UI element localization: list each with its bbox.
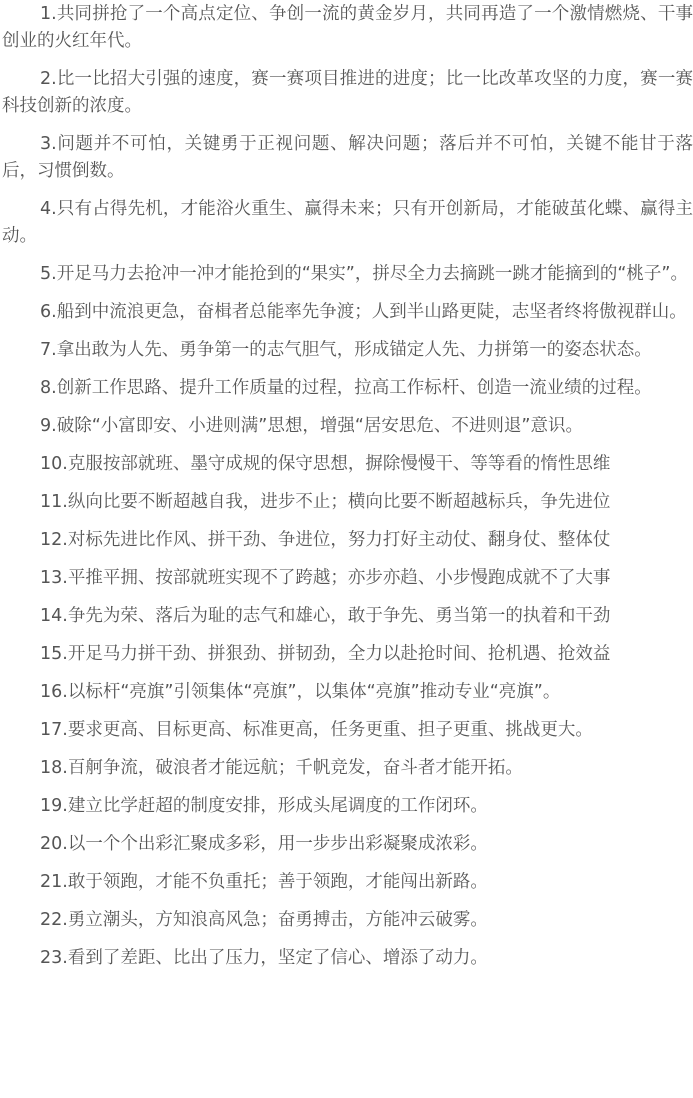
paragraph-22: 22.勇立潮头，方知浪高风急；奋勇搏击，方能冲云破雾。 (40, 910, 488, 930)
document-body (0, 1, 693, 972)
paragraph-12: 12.对标先进比作风、拼干劲、争进位，努力打好主动仗、翻身仗、整体仗 (40, 530, 611, 550)
paragraph-1: 1.共同拼抢了一个高点定位、争创一流的黄金岁月，共同再造了一个激情燃烧、干事创业的火红年代。 (2, 4, 693, 51)
paragraph-16: 16.以标杆“亮旗”引领集体“亮旗”，以集体“亮旗”推动专业“亮旗”。 (40, 682, 561, 702)
paragraph-7: 7.拿出敢为人先、勇争第一的志气胆气，形成锚定人先、力拼第一的姿态状态。 (40, 340, 652, 360)
paragraph-5: 5.开足马力去抢冲一冲才能抢到的“果实”，拼尽全力去摘跳一跳才能摘到的“桃子”。 (40, 264, 688, 284)
paragraph-9: 9.破除“小富即安、小进则满”思想，增强“居安思危、不进则退”意识。 (40, 416, 583, 436)
paragraph-20: 20.以一个个出彩汇聚成多彩，用一步步出彩凝聚成浓彩。 (40, 834, 488, 854)
paragraph-13: 13.平推平拥、按部就班实现不了跨越；亦步亦趋、小步慢跑成就不了大事 (40, 568, 611, 588)
paragraph-17: 17.要求更高、目标更高、标准更高，任务更重、担子更重、挑战更大。 (40, 720, 593, 740)
paragraph-19: 19.建立比学赶超的制度安排，形成头尾调度的工作闭环。 (40, 796, 488, 816)
paragraph-2: 2.比一比招大引强的速度，赛一赛项目推进的进度；比一比改革攻坚的力度，赛一赛科技创新的浓度。 (2, 69, 693, 116)
paragraph-11: 11.纵向比要不断超越自我，进步不止；横向比要不断超越标兵，争先进位 (40, 492, 611, 512)
paragraph-4: 4.只有占得先机，才能浴火重生、赢得未来；只有开创新局，才能破茧化蝶、赢得主动。 (2, 199, 693, 246)
paragraph-10: 10.克服按部就班、墨守成规的保守思想，摒除慢慢干、等等看的惰性思维 (40, 454, 611, 474)
paragraph-23: 23.看到了差距、比出了压力，坚定了信心、增添了动力。 (40, 948, 488, 968)
paragraph-15: 15.开足马力拼干劲、拼狠劲、拼韧劲，全力以赴抢时间、抢机遇、抢效益 (40, 644, 611, 664)
paragraph-3: 3.问题并不可怕，关键勇于正视问题、解决问题；落后并不可怕，关键不能甘于落后，习惯倒数。 (2, 134, 693, 181)
paragraph-6: 6.船到中流浪更急，奋楫者总能率先争渡；人到半山路更陡，志坚者终将傲视群山。 (40, 302, 687, 322)
paragraph-18: 18.百舸争流，破浪者才能远航；千帆竞发，奋斗者才能开拓。 (40, 758, 523, 778)
paragraph-8: 8.创新工作思路、提升工作质量的过程，拉高工作标杆、创造一流业绩的过程。 (40, 378, 652, 398)
paragraph-14: 14.争先为荣、落后为耻的志气和雄心，敢于争先、勇当第一的执着和干劲 (40, 606, 611, 626)
paragraph-21: 21.敢于领跑，才能不负重托；善于领跑，才能闯出新路。 (40, 872, 488, 892)
